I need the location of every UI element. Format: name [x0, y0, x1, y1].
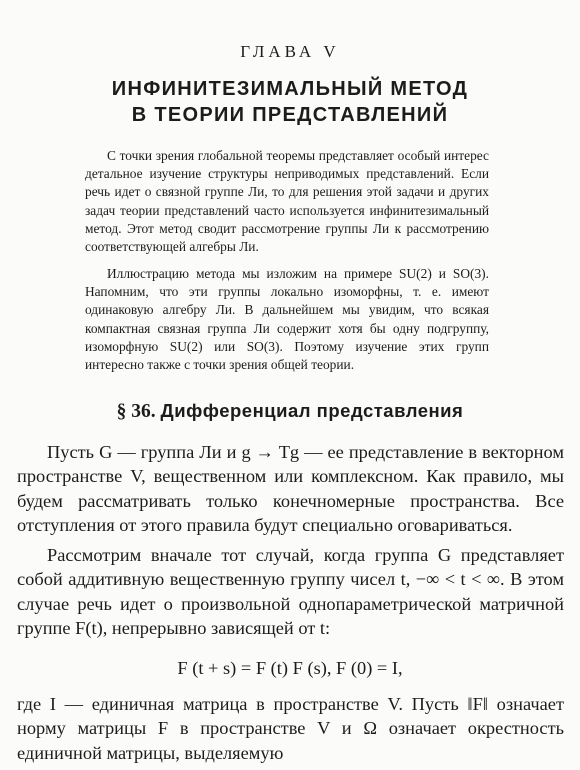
body-text-2: Рассмотрим вначале тот случай, когда группа G представляет собой аддитивную вещественную группу чисел t, −∞ < t < ∞. В этом случае речь идет о произвольной однопараметрической матричной группе F(t), непрерывно зависящей от t: [17, 545, 564, 639]
body-text-1: Пусть G — группа Ли и g → Tg — ее представление в векторном пространстве V, вещественном или комплексном. Как правило, мы будем рассматривать только конечномерные пространства. Все отступления от этого правила будут специально оговариваться. [17, 442, 564, 536]
chapter-title-line-1: ИНФИНИТЕЗИМАЛЬНЫЙ МЕТОД [111, 78, 469, 100]
body-text-3: где I — единичная матрица в пространстве V. Пусть ‖F‖ означает норму матрицы F в пространстве V и Ω означает окрестность единичной матрицы, выделяемую [17, 694, 564, 763]
intro-paragraph-1 [85, 147, 489, 256]
intro-paragraph-2 [85, 265, 489, 374]
chapter-title-line-2: В ТЕОРИИ ПРЕДСТАВЛЕНИЙ [131, 104, 449, 126]
intro-text-2: Иллюстрацию метода мы изложим на примере SU(2) и SO(3). Напомним, что эти группы локально изоморфны, т. е. имеют одинаковую алгебру Ли. В дальнейшем мы увидим, что всякая компактная связная группа Ли содержит хотя бы одну подгруппу, изоморфную SU(2) или SO(3). Поэтому изучение этих групп интересно также с точки зрения общей теории. [85, 266, 489, 373]
section-heading [0, 400, 580, 423]
section-title: Дифференциал представления [160, 400, 464, 421]
intro-text-1: С точки зрения глобальной теоремы представляет особый интерес детальное изучение структуры неприводимых представлений. Если речь идет о связной группе Ли, то для решения этой задачи и других задач теории представлений часто используется инфинитезимальный метод. Этот метод сводит рассмотрение группы Ли к рассмотрению соответствующей алгебры Ли. [85, 148, 489, 255]
body-paragraph-3 [17, 692, 564, 765]
section-number: § 36. [116, 401, 156, 422]
chapter-label: ГЛАВА V [240, 42, 340, 61]
display-formula: F (t + s) = F (t) F (s), F (0) = I, [177, 658, 403, 678]
body-paragraph-2 [17, 543, 564, 641]
body-paragraph-1 [17, 440, 564, 538]
